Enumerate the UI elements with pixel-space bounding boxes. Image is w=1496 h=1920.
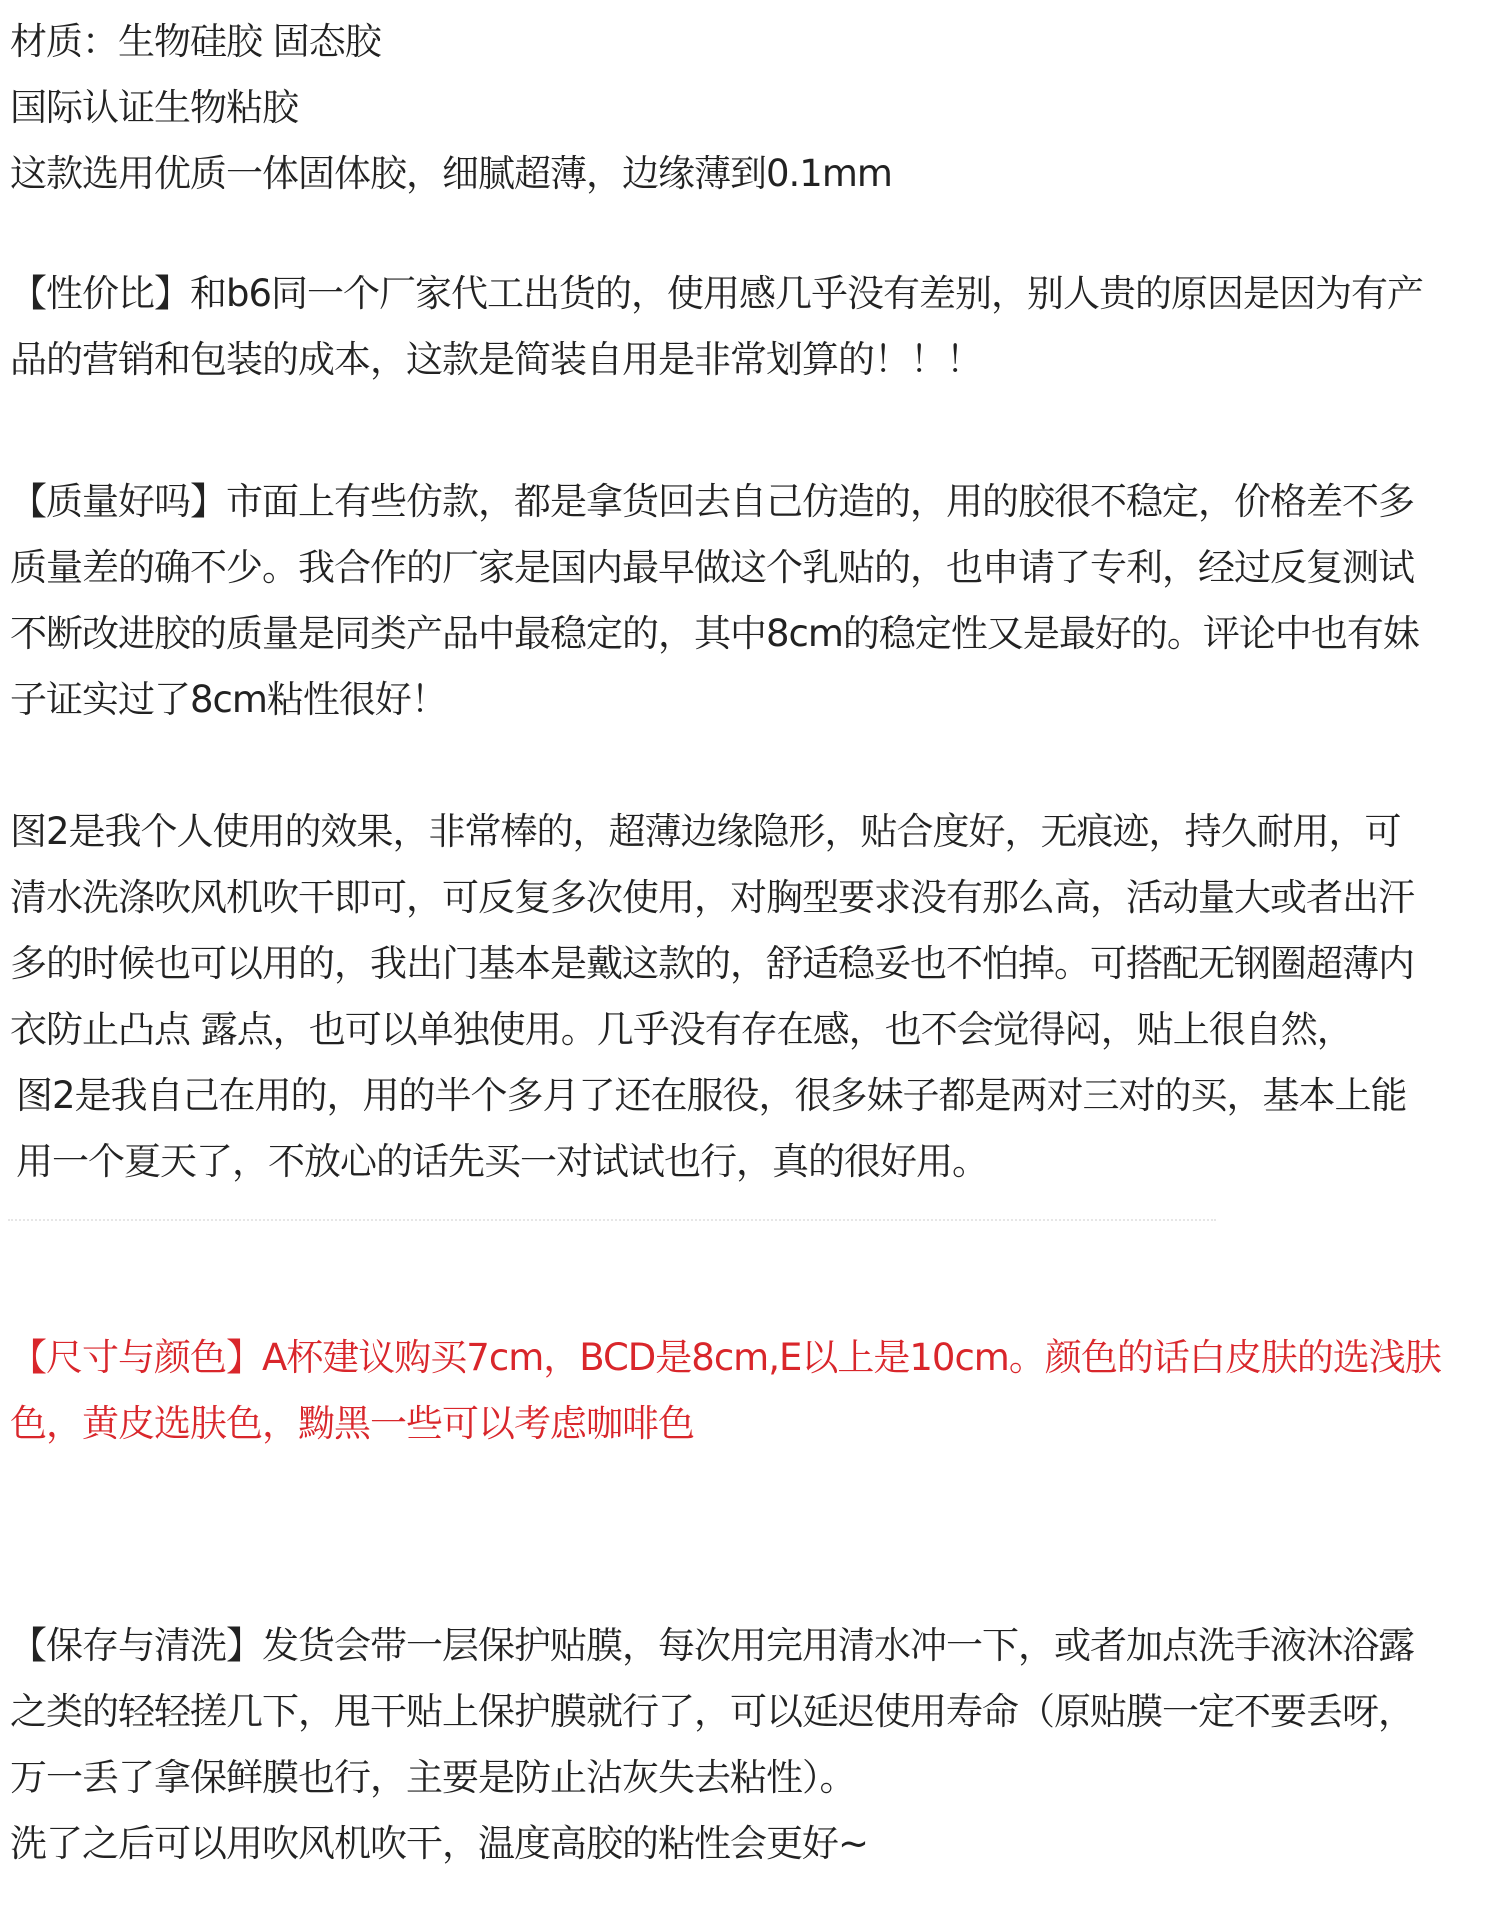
thickness-line: 这款选用优质一体固体胶，细腻超薄，边缘薄到0.1mm [10,152,892,195]
care-paragraph-line: 洗了之后可以用吹风机吹干，温度高胶的粘性会更好~ [10,1822,869,1865]
value-paragraph-line: 【性价比】和b6同一个厂家代工出货的，使用感几乎没有差别，别人贵的原因是因为有产 [10,272,1424,315]
usage-paragraph-line: 衣防止凸点 露点，也可以单独使用。几乎没有存在感，也不会觉得闷，贴上很自然， [10,1008,1353,1051]
value-paragraph-line: 品的营销和包装的成本，这款是简装自用是非常划算的！！！ [10,338,982,381]
quality-paragraph-line: 子证实过了8cm粘性很好！ [10,678,447,721]
usage-paragraph-line: 多的时候也可以用的，我出门基本是戴这款的，舒适稳妥也不怕掉。可搭配无钢圈超薄内 [10,942,1414,985]
care-paragraph-line: 万一丢了拿保鲜膜也行，主要是防止沾灰失去粘性）。 [10,1756,856,1799]
quality-paragraph-line: 质量差的确不少。我合作的厂家是国内最早做这个乳贴的，也申请了专利，经过反复测试 [10,546,1414,589]
usage-paragraph-line: 用一个夏天了，不放心的话先买一对试试也行，真的很好用。 [16,1140,988,1183]
usage-paragraph-line: 清水洗涤吹风机吹干即可，可反复多次使用，对胸型要求没有那么高，活动量大或者出汗 [10,876,1414,919]
quality-paragraph-line: 【质量好吗】市面上有些仿款，都是拿货回去自己仿造的，用的胶很不稳定，价格差不多 [10,480,1414,523]
material-line: 材质：生物硅胶 固态胶 [10,20,381,63]
care-paragraph-line: 之类的轻轻搓几下，甩干贴上保护膜就行了，可以延迟使用寿命（原贴膜一定不要丢呀， [10,1690,1414,1733]
usage-paragraph-line: 图2是我个人使用的效果，非常棒的，超薄边缘隐形，贴合度好，无痕迹，持久耐用，可 [10,810,1401,853]
quality-paragraph-line: 不断改进胶的质量是同类产品中最稳定的，其中8cm的稳定性又是最好的。评论中也有妹 [10,612,1419,655]
size-color-paragraph-line: 色，黄皮选肤色，黝黑一些可以考虑咖啡色 [10,1402,694,1445]
care-paragraph-line: 【保存与清洗】发货会带一层保护贴膜，每次用完用清水冲一下，或者加点洗手液沐浴露 [10,1624,1414,1667]
certification-line: 国际认证生物粘胶 [10,86,298,129]
dotted-divider [8,1219,1216,1221]
size-color-paragraph-line: 【尺寸与颜色】A杯建议购买7cm，BCD是8cm,E以上是10cm。颜色的话白皮肤的选浅肤 [10,1336,1441,1379]
usage-paragraph-line: 图2是我自己在用的，用的半个多月了还在服役，很多妹子都是两对三对的买，基本上能 [16,1074,1407,1117]
